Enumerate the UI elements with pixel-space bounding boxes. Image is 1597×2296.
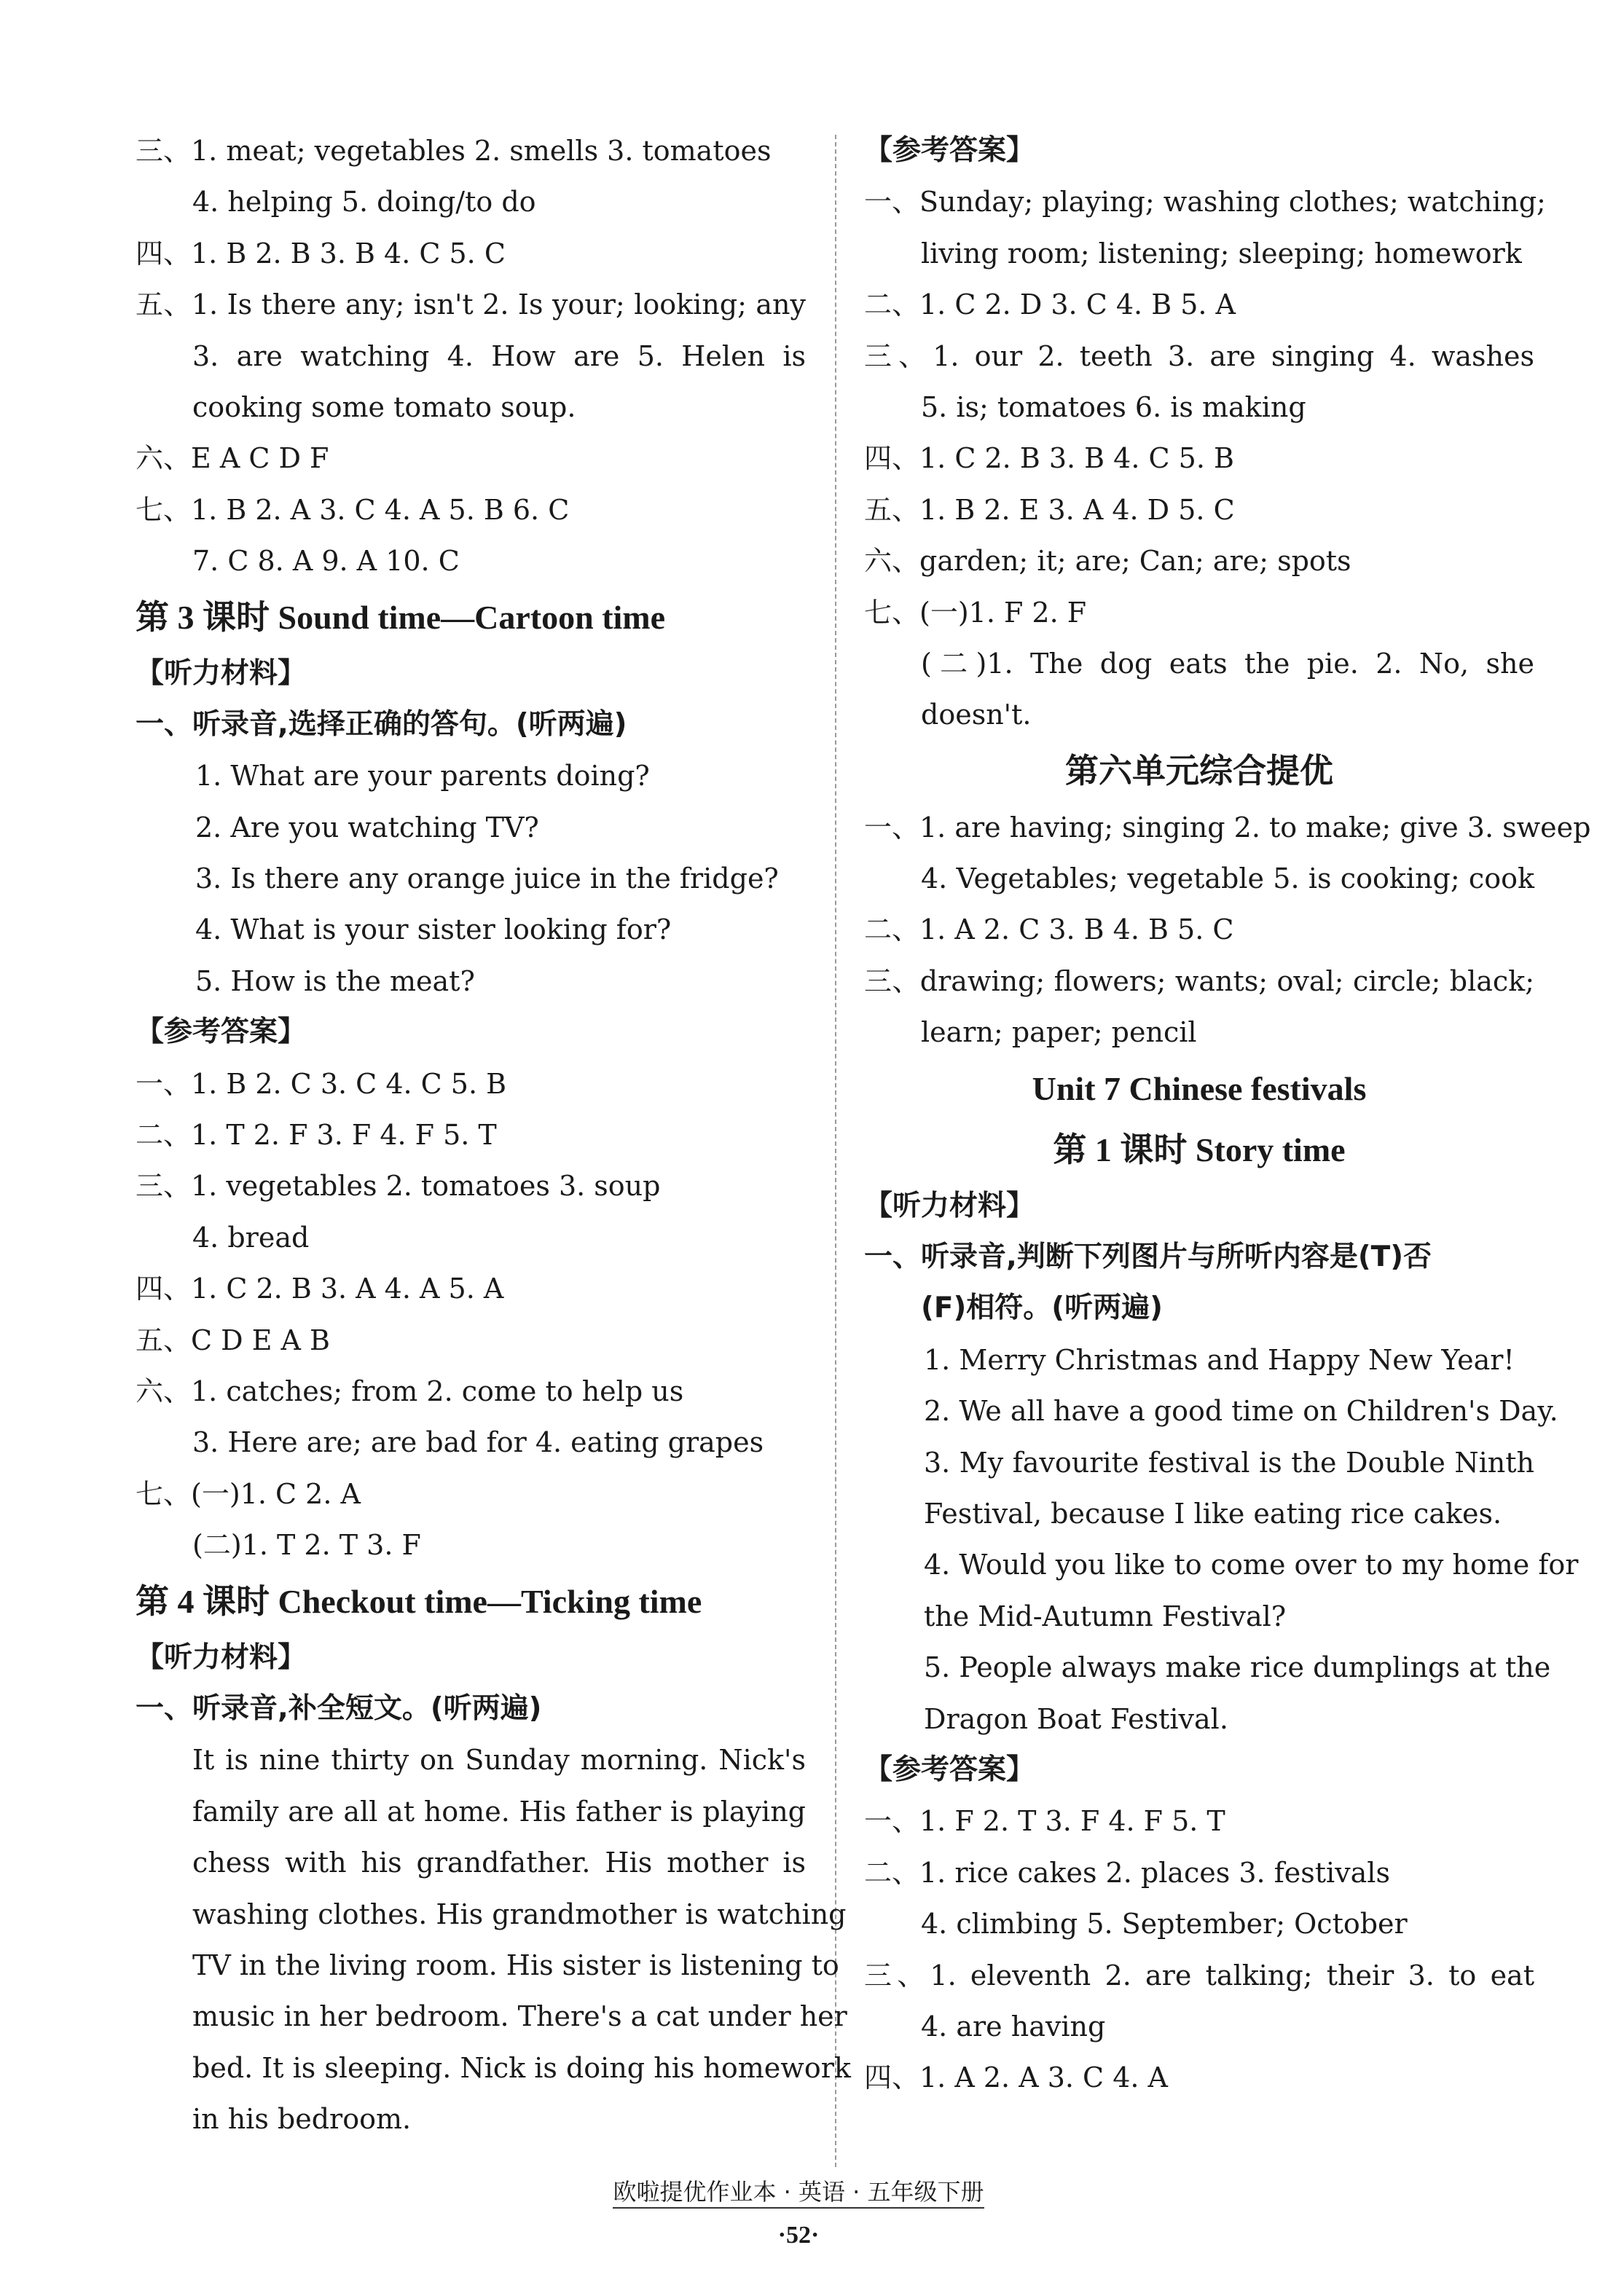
answer-line: 3. Here are; are bad for 4. eating grapes [192,1426,764,1459]
subheading: 【参考答案】 [136,1015,307,1049]
answer-line: 4. bread [192,1221,310,1254]
answer-line: 三、drawing; flowers; wants; oval; circle; black; [864,964,1534,997]
answer-line: 六、garden; it; are; Can; are; spots [864,545,1351,578]
section-heading: 第 4 课时 Checkout time—Ticking time [136,1582,702,1620]
answer-line: doesn't. [921,699,1032,731]
answer-line: 一、1. B 2. C 3. C 4. C 5. B [136,1067,507,1100]
answer-line: (二)1. T 2. T 3. F [192,1529,421,1562]
answer-line: 三、1. eleventh 2. are talking; their 3. to eat [864,1959,1534,1992]
answer-line: 五、C D E A B [136,1324,330,1356]
answer-line: 4. What is your sister looking for? [195,913,672,946]
answer-line: 5. How is the meat? [195,964,475,997]
subheading: 一、听录音,补全短文。(听两遍) [136,1691,542,1725]
answer-line: 4. Vegetables; vegetable 5. is cooking; cook [921,862,1534,895]
answer-line: 七、(一)1. F 2. F [864,596,1087,629]
subheading: 【听力材料】 [136,1640,307,1674]
subheading: 【听力材料】 [136,656,307,690]
subheading: 【参考答案】 [864,134,1035,167]
answer-line: bed. It is sleeping. Nick is doing his homework [192,2051,851,2084]
answer-line: living room; listening; sleeping; homework [921,237,1522,270]
left-column [136,125,851,2144]
answer-line: 4. helping 5. doing/to do [192,186,536,219]
subheading: 一、听录音,选择正确的答句。(听两遍) [136,707,627,741]
answer-line: 四、1. C 2. B 3. A 4. A 5. A [136,1273,504,1305]
answer-line: (二)1. The dog eats the pie. 2. No, she [921,647,1534,680]
answer-line: 三、1. vegetables 2. tomatoes 3. soup [136,1170,661,1203]
answer-line: 三、1. meat; vegetables 2. smells 3. tomatoes [136,135,772,167]
answer-line: 4. are having [921,2010,1106,2043]
section-heading: 第 1 课时 Story time [1053,1131,1346,1168]
answer-line: 四、1. C 2. B 3. B 4. C 5. B [864,442,1234,475]
answer-line: 1. What are your parents doing? [195,760,650,793]
answer-line: 一、1. are having; singing 2. to make; give 3. sweep [864,811,1591,844]
answer-line: 4. Would you like to come over to my home for [924,1549,1579,1581]
answer-line: 二、1. A 2. C 3. B 4. B 5. C [864,913,1234,946]
page-number: ·52· [777,2222,820,2249]
answer-line: 4. climbing 5. September; October [921,1908,1408,1941]
answer-line: 六、E A C D F [136,442,329,475]
answer-line: chess with his grandfather. His mother is [192,1847,806,1879]
answer-line: Festival, because I like eating rice cakes. [924,1497,1502,1530]
right-column [864,125,1591,2104]
answer-line: 3. Is there any orange juice in the fridge? [195,862,779,895]
answer-line: 四、1. B 2. B 3. B 4. C 5. C [136,237,506,270]
answer-line: washing clothes. His grandmother is watching [192,1898,847,1930]
answer-line: 五、1. B 2. E 3. A 4. D 5. C [864,493,1235,526]
answer-line: in his bedroom. [192,2103,412,2136]
answer-line: 七、(一)1. C 2. A [136,1477,361,1510]
footer-book-title [0,2174,1597,2207]
answer-line: 7. C 8. A 9. A 10. C [192,545,460,578]
answer-line: 五、1. Is there any; isn't 2. Is your; looking; any [136,288,806,321]
answer-line: TV in the living room. His sister is listening to [192,1949,839,1981]
answer-line: 一、Sunday; playing; washing clothes; watching; [864,186,1546,219]
subheading: 一、听录音,判断下列图片与所听内容是(T)否 [864,1241,1432,1274]
answer-line: 3. are watching 4. How are 5. Helen is [192,339,806,372]
subheading: 【参考答案】 [864,1753,1035,1786]
answer-line: 二、1. T 2. F 3. F 4. F 5. T [136,1119,497,1152]
answer-line: Dragon Boat Festival. [924,1702,1228,1735]
answer-line: learn; paper; pencil [921,1016,1197,1049]
column-divider [835,135,836,2167]
answer-line: 七、1. B 2. A 3. C 4. A 5. B 6. C [136,493,570,526]
answer-line: 六、1. catches; from 2. come to help us [136,1375,684,1407]
answer-line: music in her bedroom. There's a cat under her [192,2000,847,2033]
subheading: 【听力材料】 [864,1189,1035,1222]
answer-line: 二、1. rice cakes 2. places 3. festivals [864,1856,1390,1889]
answer-line: the Mid-Autumn Festival? [924,1600,1287,1632]
answer-line: cooking some tomato soup. [192,390,576,423]
answer-line: 3. My favourite festival is the Double Ninth [924,1446,1534,1479]
answer-line: family are all at home. His father is playing [192,1795,806,1828]
footer-book-text: 欧啦提优作业本 · 英语 · 五年级下册 [613,2178,984,2209]
answer-line: 四、1. A 2. A 3. C 4. A [864,2061,1168,2094]
subheading: (F)相符。(听两遍) [921,1292,1163,1325]
answer-line: 2. We all have a good time on Children's Day. [924,1395,1558,1428]
section-heading: 第 3 课时 Sound time—Cartoon time [136,598,666,636]
answer-line: 5. is; tomatoes 6. is making [921,390,1306,423]
answer-line: 1. Merry Christmas and Happy New Year! [924,1343,1515,1376]
section-heading: Unit 7 Chinese festivals [1032,1069,1367,1107]
answer-line: 一、1. F 2. T 3. F 4. F 5. T [864,1805,1225,1838]
section-heading: 第六单元综合提优 [1065,752,1333,790]
answer-line: It is nine thirty on Sunday morning. Nick's [192,1744,806,1777]
answer-line: 5. People always make rice dumplings at the [924,1651,1551,1684]
answer-line: 二、1. C 2. D 3. C 4. B 5. A [864,288,1236,321]
answer-line: 2. Are you watching TV? [195,811,539,844]
answer-line: 三、1. our 2. teeth 3. are singing 4. washes [864,339,1534,372]
